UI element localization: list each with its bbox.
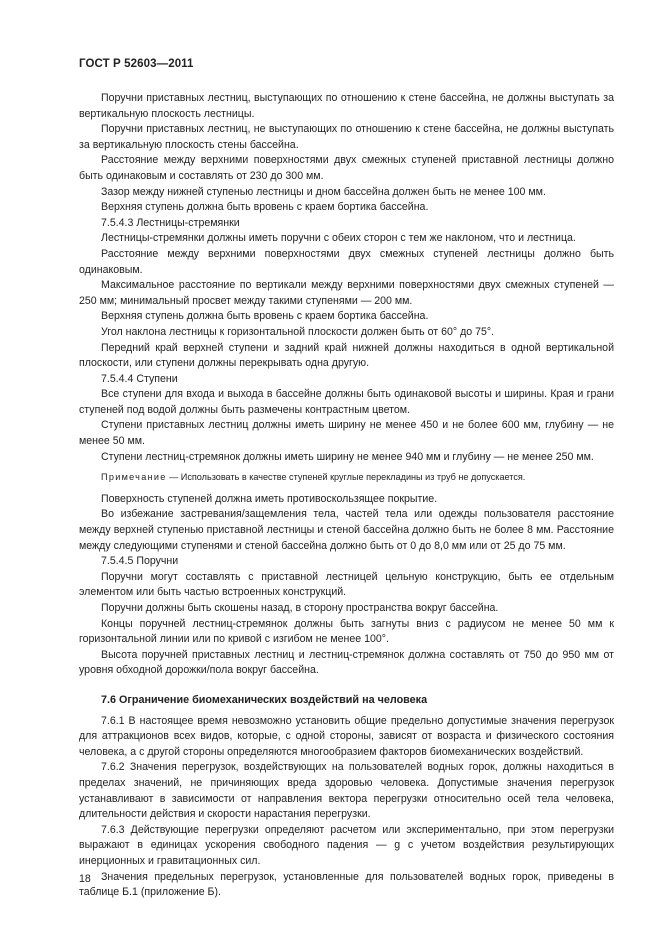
paragraph: Расстояние между верхними поверхностями двух смежных ступеней приставной лестницы должно быть одинаковым и составлять от 230 до 300 мм. — [79, 154, 614, 182]
paragraph: 7.6.3 Действующие перегрузки определяют расчетом или экспериментально, при этом перегрузки выражают в единицах ускорения свободного падения — g с учетом воздействия результирующих инерционных и гравитационных сил. — [79, 823, 614, 867]
paragraph: Значения предельных перегрузок, установленные для пользователей водных горок, приведены в таблице Б.1 (приложение Б). — [79, 870, 614, 899]
note — [79, 470, 614, 486]
paragraph: Угол наклона лестницы к горизонтальной плоскости должен быть от 60° до 75°. — [101, 325, 495, 338]
section-heading-7544: 7.5.4.4 Ступени — [101, 372, 178, 385]
paragraph: Концы поручней лестниц-стремянок должны быть загнуты вниз с радиусом не менее 50 мм к горизонтальной линии или по кривой с изгибом не менее 100°. — [79, 617, 614, 646]
paragraph: Ступени лестниц-стремянок должны иметь ширину не менее 940 мм и глубину — не менее 250 мм. — [101, 450, 594, 463]
document-body — [79, 91, 614, 901]
paragraph: Максимальное расстояние по вертикали между верхними поверхностями двух смежных ступеней — 250 мм; минимальный просвет между такими ступенями — 200 мм. — [79, 279, 614, 307]
paragraph: Верхняя ступень должна быть вровень с краем бортика бассейна. — [101, 201, 429, 214]
paragraph: Поверхность ступеней должна иметь противоскользящее покрытие. — [101, 492, 438, 505]
section-heading-7545: 7.5.4.5 Поручни — [101, 555, 179, 568]
section-heading-7543: 7.5.4.3 Лестницы-стремянки — [101, 216, 240, 229]
paragraph: Зазор между нижней ступенью лестницы и дном бассейна должен быть не менее 100 мм. — [101, 185, 546, 198]
paragraph: Поручни могут составлять с приставной лестницей цельную конструкцию, быть ее отдельным элементом или быть частью встроенных конструкций. — [79, 570, 614, 599]
page-number: 18 — [79, 873, 91, 885]
standard-header: ГОСТ Р 52603—2011 — [79, 58, 194, 70]
paragraph: Все ступени для входа и выхода в бассейне должны быть одинаковой высоты и ширины. Края и грани ступеней под водой должны быть размечены контрастным цветом. — [79, 388, 614, 416]
section-heading-76: 7.6 Ограничение биомеханических воздействий на человека — [101, 693, 428, 706]
paragraph: Во избежание застревания/защемления тела, частей тела или одежды пользователя расстояние между верхней ступенью приставной лестницы и стеной бассейна должно быть не более 8 мм. Расстояние между следующими ступенями и стеной бассейна должно быть от 0 до 8,0 мм или от 25 до 75 мм. — [79, 508, 614, 552]
paragraph: Передний край верхней ступени и задний край нижней должны находиться в одной вертикальной плоскости, или ступени должны перекрывать одна другую. — [79, 341, 614, 370]
paragraph: Ступени приставных лестниц должны иметь ширину не менее 450 и не более 600 мм, глубину — не менее 50 мм. — [79, 419, 614, 448]
paragraph: Поручни должны быть скошены назад, в сторону пространства вокруг бассейна. — [101, 602, 499, 614]
paragraph: Расстояние между верхними поверхностями двух смежных ступеней лестницы должно быть одинаковым. — [79, 247, 614, 276]
note-label: Примечание — [101, 472, 167, 483]
paragraph: 7.6.1 В настоящее время невозможно установить общие предельно допустимые значения перегрузок для аттракционов всех видов, которые, с одной стороны, зависят от возраста и физического состояния человека, а с другой стороны определяются многообразием факторов биомеханических воздействий. — [79, 714, 614, 758]
paragraph: 7.6.2 Значения перегрузок, воздействующих на пользователей водных горок, должны находиться в пределах значений, не причиняющих вреда здоровью человека. Допустимые значения перегрузок устанавливают в зависимости от направления вектора перегрузки относительно осей тела человека, длительности действия и скорости нарастания перегрузки. — [79, 761, 614, 821]
note-text: — Использовать в качестве ступеней круглые перекладины из труб не допускается. — [166, 472, 526, 483]
paragraph: Верхняя ступень должна быть вровень с краем бортика бассейна. — [101, 310, 429, 323]
paragraph: Поручни приставных лестниц, выступающих по отношению к стене бассейна, не должны выступать за вертикальную плоскость лестницы. — [79, 92, 614, 120]
paragraph: Высота поручней приставных лестниц и лестниц-стремянок должна составлять от 750 до 950 мм от уровня обходной дорожки/пола вокруг бассейна. — [79, 648, 614, 677]
paragraph: Лестницы-стремянки должны иметь поручни с обеих сторон с тем же наклоном, что и лестница. — [101, 232, 576, 245]
paragraph: Поручни приставных лестниц, не выступающих по отношению к стене бассейна, не должны выступать за вертикальную плоскость стены бассейна. — [79, 123, 614, 151]
